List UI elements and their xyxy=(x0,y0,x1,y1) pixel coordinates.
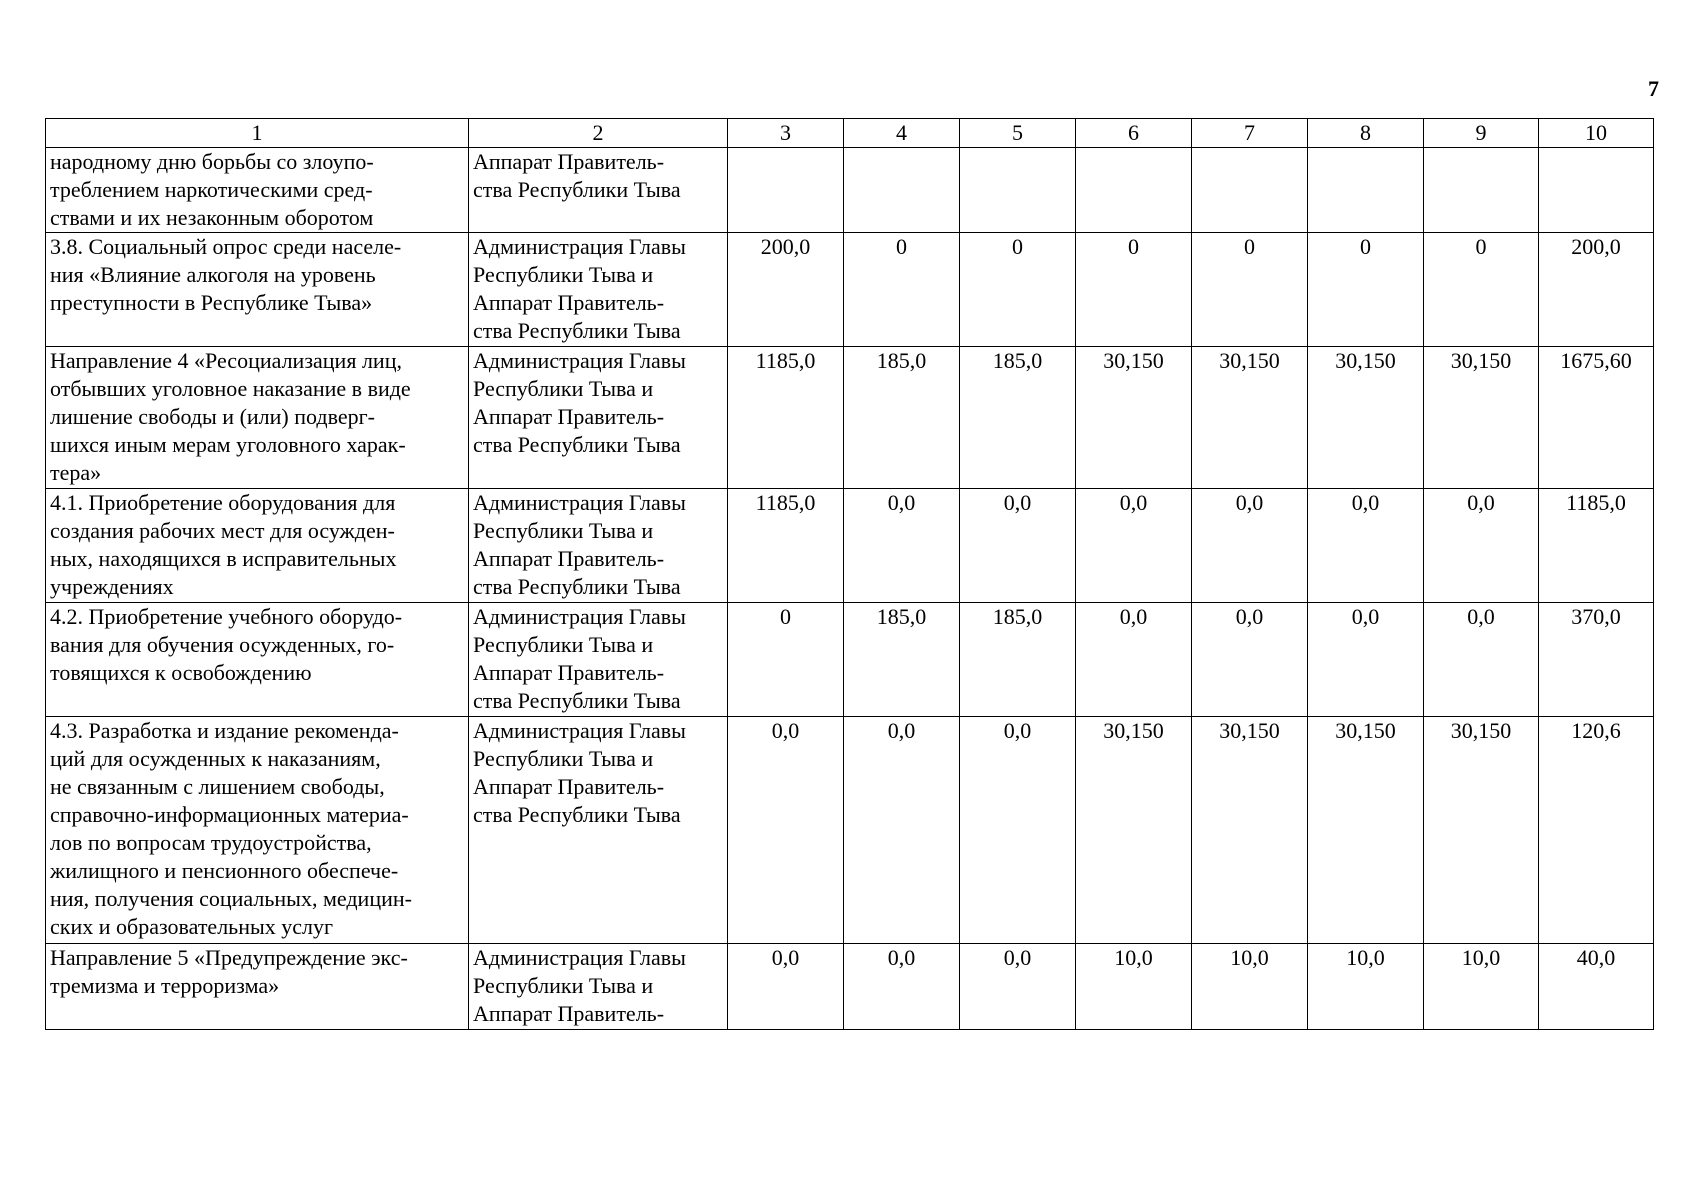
value-cell: 40,0 xyxy=(1539,944,1654,1030)
value-cell: 0 xyxy=(728,603,844,717)
value-cell xyxy=(1308,148,1424,233)
value-cell: 0 xyxy=(1308,233,1424,347)
value-cell: 200,0 xyxy=(728,233,844,347)
value-cell: 0,0 xyxy=(1192,489,1308,603)
value-cell: 0 xyxy=(1192,233,1308,347)
value-cell: 30,150 xyxy=(1424,717,1539,944)
value-cell: 30,150 xyxy=(1076,717,1192,944)
value-cell: 185,0 xyxy=(844,603,960,717)
value-cell xyxy=(1192,148,1308,233)
value-cell: 0,0 xyxy=(1308,489,1424,603)
value-cell: 30,150 xyxy=(1308,347,1424,489)
table-row xyxy=(46,148,1654,233)
table-row xyxy=(46,717,1654,944)
value-cell xyxy=(960,148,1076,233)
measure-name-cell: Направление 5 «Предупреждение экс- тремизма и терроризма» xyxy=(46,944,469,1030)
header-cell: 10 xyxy=(1539,119,1654,148)
program-funding-table xyxy=(45,118,1654,1030)
value-cell: 1185,0 xyxy=(1539,489,1654,603)
header-cell: 6 xyxy=(1076,119,1192,148)
value-cell: 185,0 xyxy=(844,347,960,489)
value-cell: 0,0 xyxy=(844,944,960,1030)
measure-name-cell: 3.8. Социальный опрос среди населе- ния «Влияние алкоголя на уровень преступности в Республике Тыва» xyxy=(46,233,469,347)
executor-cell: Администрация Главы Республики Тыва и Аппарат Правитель- ства Республики Тыва xyxy=(469,347,728,489)
executor-cell: Администрация Главы Республики Тыва и Аппарат Правитель- ства Республики Тыва xyxy=(469,489,728,603)
measure-name-cell: народному дню борьбы со злоупо- треблением наркотическими сред- ствами и их незаконным оборотом xyxy=(46,148,469,233)
header-cell: 9 xyxy=(1424,119,1539,148)
table-row xyxy=(46,489,1654,603)
value-cell: 10,0 xyxy=(1076,944,1192,1030)
value-cell: 0,0 xyxy=(960,717,1076,944)
value-cell: 1675,60 xyxy=(1539,347,1654,489)
header-cell: 2 xyxy=(469,119,728,148)
value-cell: 0,0 xyxy=(1308,603,1424,717)
header-cell: 3 xyxy=(728,119,844,148)
value-cell: 0,0 xyxy=(844,489,960,603)
value-cell: 0 xyxy=(844,233,960,347)
value-cell: 30,150 xyxy=(1192,717,1308,944)
value-cell xyxy=(1539,148,1654,233)
value-cell: 0,0 xyxy=(960,944,1076,1030)
value-cell: 0 xyxy=(960,233,1076,347)
value-cell: 120,6 xyxy=(1539,717,1654,944)
value-cell: 0,0 xyxy=(728,944,844,1030)
page-number: 7 xyxy=(1648,76,1659,101)
header-cell: 4 xyxy=(844,119,960,148)
value-cell: 0,0 xyxy=(1076,489,1192,603)
value-cell: 0,0 xyxy=(1192,603,1308,717)
table-row xyxy=(46,347,1654,489)
value-cell xyxy=(844,148,960,233)
value-cell xyxy=(728,148,844,233)
value-cell: 30,150 xyxy=(1076,347,1192,489)
value-cell: 0,0 xyxy=(728,717,844,944)
value-cell: 0 xyxy=(1424,233,1539,347)
value-cell xyxy=(1424,148,1539,233)
value-cell: 0,0 xyxy=(1424,489,1539,603)
table-header-row xyxy=(46,119,1654,148)
table-row xyxy=(46,603,1654,717)
value-cell: 30,150 xyxy=(1192,347,1308,489)
value-cell: 0,0 xyxy=(1424,603,1539,717)
executor-cell: Администрация Главы Республики Тыва и Аппарат Правитель- ства Республики Тыва xyxy=(469,717,728,944)
header-cell: 1 xyxy=(46,119,469,148)
header-cell: 7 xyxy=(1192,119,1308,148)
value-cell: 30,150 xyxy=(1308,717,1424,944)
measure-name-cell: Направление 4 «Ресоциализация лиц, отбывших уголовное наказание в виде лишение свободы и (или) подверг- шихся иным мерам уголовного харак- тера» xyxy=(46,347,469,489)
header-cell: 5 xyxy=(960,119,1076,148)
executor-cell: Администрация Главы Республики Тыва и Аппарат Правитель- ства Республики Тыва xyxy=(469,233,728,347)
value-cell: 185,0 xyxy=(960,347,1076,489)
value-cell: 185,0 xyxy=(960,603,1076,717)
value-cell: 10,0 xyxy=(1192,944,1308,1030)
value-cell: 1185,0 xyxy=(728,489,844,603)
measure-name-cell: 4.3. Разработка и издание рекоменда- ций для осужденных к наказаниям, не связанным с лишением свободы, справочно-информационных материа- лов по вопросам трудоустройства, жилищного и пенсионного обеспече- ния, получения социальных, медицин- ских и образовательных услуг xyxy=(46,717,469,944)
measure-name-cell: 4.2. Приобретение учебного оборудо- вания для обучения осужденных, го- товящихся к освобождению xyxy=(46,603,469,717)
value-cell: 30,150 xyxy=(1424,347,1539,489)
value-cell: 0,0 xyxy=(960,489,1076,603)
value-cell: 0,0 xyxy=(1076,603,1192,717)
value-cell: 0 xyxy=(1076,233,1192,347)
header-cell: 8 xyxy=(1308,119,1424,148)
value-cell: 0,0 xyxy=(844,717,960,944)
value-cell: 1185,0 xyxy=(728,347,844,489)
executor-cell: Аппарат Правитель- ства Республики Тыва xyxy=(469,148,728,233)
value-cell xyxy=(1076,148,1192,233)
value-cell: 370,0 xyxy=(1539,603,1654,717)
measure-name-cell: 4.1. Приобретение оборудования для создания рабочих мест для осужден- ных, находящихся в исправительных учреждениях xyxy=(46,489,469,603)
executor-cell: Администрация Главы Республики Тыва и Аппарат Правитель- xyxy=(469,944,728,1030)
table-row xyxy=(46,944,1654,1030)
value-cell: 10,0 xyxy=(1424,944,1539,1030)
executor-cell: Администрация Главы Республики Тыва и Аппарат Правитель- ства Республики Тыва xyxy=(469,603,728,717)
value-cell: 200,0 xyxy=(1539,233,1654,347)
table-row xyxy=(46,233,1654,347)
value-cell: 10,0 xyxy=(1308,944,1424,1030)
